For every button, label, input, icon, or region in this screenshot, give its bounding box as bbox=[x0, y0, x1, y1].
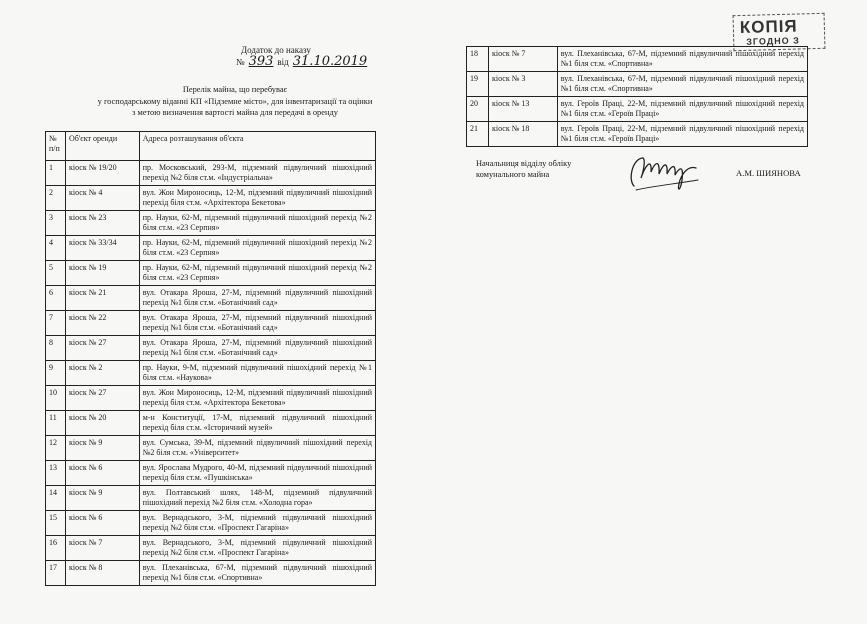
header-address: Адреса розташування об'єкта bbox=[139, 132, 375, 161]
cell-address: вул. Плеханівська, 67-М, підземний підвуличний пішохідний перехід №1 біля ст.м. «Спортивна» bbox=[557, 72, 807, 97]
table-row bbox=[467, 72, 808, 97]
cell-object: кіоск № 3 bbox=[488, 72, 557, 97]
cell-address: вул. Отакара Яроша, 27-М, підземний підвуличний пішохідний перехід №1 біля ст.м. «Ботанічний сад» bbox=[139, 311, 375, 336]
cell-object: кіоск № 18 bbox=[488, 122, 557, 147]
cell-num: 4 bbox=[46, 236, 66, 261]
cell-address: пр. Науки, 62-М, підземний підвуличний пішохідний перехід №2 біля ст.м. «23 Серпня» bbox=[139, 211, 375, 236]
cell-object: кіоск № 8 bbox=[65, 561, 139, 586]
cell-address: вул. Отакара Яроша, 27-М, підземний підвуличний пішохідний перехід №1 біля ст.м. «Ботанічний сад» bbox=[139, 286, 375, 311]
cell-object: кіоск № 7 bbox=[488, 47, 557, 72]
handwritten-signature bbox=[624, 150, 704, 200]
cell-object: кіоск № 13 bbox=[488, 97, 557, 122]
date-prefix: від bbox=[277, 57, 289, 67]
heading-line-1: Перелік майна, що перебуває bbox=[182, 85, 288, 94]
cell-num: 1 bbox=[46, 161, 66, 186]
number-prefix: № bbox=[236, 57, 245, 67]
cell-address: вул. Жон Мироносиць, 12-М, підземний підвуличний пішохідний перехід біля ст.м. «Архітектора Бекетова» bbox=[139, 386, 375, 411]
table-row bbox=[46, 361, 376, 386]
cell-num: 11 bbox=[46, 411, 66, 436]
cell-object: кіоск № 7 bbox=[65, 536, 139, 561]
property-table bbox=[45, 131, 376, 586]
cell-num: 9 bbox=[46, 361, 66, 386]
signatory-name: А.М. ШИЯНОВА bbox=[736, 168, 801, 178]
table-row bbox=[46, 186, 376, 211]
table-row bbox=[46, 261, 376, 286]
cell-object: кіоск № 21 bbox=[65, 286, 139, 311]
table-row bbox=[46, 436, 376, 461]
cell-num: 7 bbox=[46, 311, 66, 336]
table-row bbox=[46, 536, 376, 561]
table-row bbox=[46, 236, 376, 261]
cell-address: пр. Московський, 293-М, підземний підвуличний пішохідний перехід №2 біля ст.м. «Індустріальна» bbox=[139, 161, 375, 186]
signatory-title bbox=[476, 158, 571, 180]
cell-object: кіоск № 27 bbox=[65, 386, 139, 411]
stamp-line-1: КОПІЯ bbox=[739, 16, 798, 38]
cell-num: 21 bbox=[467, 122, 489, 147]
cell-address: вул. Плеханівська, 67-М, підземний підвуличний пішохідний перехід №1 біля ст.м. «Спортивна» bbox=[139, 561, 375, 586]
cell-object: кіоск № 33/34 bbox=[65, 236, 139, 261]
cell-object: кіоск № 9 bbox=[65, 436, 139, 461]
cell-object: кіоск № 4 bbox=[65, 186, 139, 211]
table-row bbox=[46, 161, 376, 186]
cell-num: 12 bbox=[46, 436, 66, 461]
table-row bbox=[46, 486, 376, 511]
property-table-continued bbox=[466, 46, 808, 147]
cell-num: 5 bbox=[46, 261, 66, 286]
header-object: Об'єкт оренди bbox=[65, 132, 139, 161]
cell-num: 3 bbox=[46, 211, 66, 236]
order-date: 31.10.2019 bbox=[292, 54, 368, 69]
cell-num: 6 bbox=[46, 286, 66, 311]
signatory-title-line-1: Начальниця відділу обліку bbox=[476, 159, 572, 168]
cell-address: вул. Вернадського, 3-М, підземний підвуличний пішохідний перехід №2 біля ст.м. «Проспект Гагаріна» bbox=[139, 536, 375, 561]
cell-num: 13 bbox=[46, 461, 66, 486]
heading-line-3: з метою визначення вартості майна для передачі в оренду bbox=[132, 108, 338, 117]
cell-num: 2 bbox=[46, 186, 66, 211]
table-row bbox=[46, 286, 376, 311]
cell-address: вул. Героїв Праці, 22-М, підземний підвуличний пішохідний перехід №1 біля ст.м. «Героїв Праці» bbox=[557, 97, 807, 122]
order-number: 393 bbox=[248, 54, 274, 69]
cell-object: кіоск № 27 bbox=[65, 336, 139, 361]
cell-object: кіоск № 6 bbox=[65, 511, 139, 536]
table-row bbox=[46, 411, 376, 436]
heading-line-2: у господарському віданні КП «Підземне місто», для інвентаризації та оцінки bbox=[97, 96, 373, 106]
table-row bbox=[46, 386, 376, 411]
table-row bbox=[467, 97, 808, 122]
document-heading bbox=[70, 84, 400, 119]
cell-object: кіоск № 19 bbox=[65, 261, 139, 286]
cell-address: пр. Науки, 9-М, підземний підвуличний пішохідний перехід №1 біля ст.м. «Наукова» bbox=[139, 361, 375, 386]
header-num: № п/п bbox=[46, 132, 66, 161]
cell-address: м-н Конституції, 17-М, підземний підвуличний пішохідний перехід біля ст.м. «Історичний музей» bbox=[139, 411, 375, 436]
cell-num: 14 bbox=[46, 486, 66, 511]
cell-address: вул. Плеханівська, 67-М, підземний підвуличний пішохідний перехід №1 біля ст.м. «Спортивна» bbox=[557, 47, 807, 72]
cell-address: пр. Науки, 62-М, підземний підвуличний пішохідний перехід №2 біля ст.м. «23 Серпня» bbox=[139, 236, 375, 261]
table-row bbox=[467, 122, 808, 147]
cell-num: 20 bbox=[467, 97, 489, 122]
cell-num: 16 bbox=[46, 536, 66, 561]
cell-num: 15 bbox=[46, 511, 66, 536]
table-row bbox=[46, 561, 376, 586]
cell-object: кіоск № 22 bbox=[65, 311, 139, 336]
stamp-line-2: ЗГОДНО З bbox=[746, 35, 800, 47]
cell-address: вул. Отакара Яроша, 27-М, підземний підвуличний пішохідний перехід №1 біля ст.м. «Ботанічний сад» bbox=[139, 336, 375, 361]
order-reference bbox=[236, 44, 367, 68]
cell-address: вул. Жон Мироносиць, 12-М, підземний підвуличний пішохідний перехід біля ст.м. «Архітектора Бекетова» bbox=[139, 186, 375, 211]
cell-address: вул. Героїв Праці, 22-М, підземний підвуличний пішохідний перехід №1 біля ст.м. «Героїв Праці» bbox=[557, 122, 807, 147]
table-row bbox=[46, 311, 376, 336]
cell-object: кіоск № 19/20 bbox=[65, 161, 139, 186]
cell-num: 18 bbox=[467, 47, 489, 72]
table-row bbox=[467, 47, 808, 72]
cell-object: кіоск № 20 bbox=[65, 411, 139, 436]
table-row bbox=[46, 211, 376, 236]
addendum-title: Додаток до наказу bbox=[241, 45, 311, 55]
cell-object: кіоск № 23 bbox=[65, 211, 139, 236]
cell-num: 10 bbox=[46, 386, 66, 411]
cell-object: кіоск № 6 bbox=[65, 461, 139, 486]
cell-address: вул. Ярослава Мудрого, 40-М, підземний підвуличний пішохідний перехід біля ст.м. «Пушкінська» bbox=[139, 461, 375, 486]
cell-address: вул. Полтавський шлях, 148-М, підземний підвуличний пішохідний перехід №2 біля ст.м. «Холодна гора» bbox=[139, 486, 375, 511]
cell-address: вул. Сумська, 39-М, підземний підвуличний пішохідний перехід №2 біля ст.м. «Університет» bbox=[139, 436, 375, 461]
table-row bbox=[46, 511, 376, 536]
cell-object: кіоск № 9 bbox=[65, 486, 139, 511]
signatory-title-line-2: комунального майна bbox=[476, 170, 550, 179]
cell-num: 17 bbox=[46, 561, 66, 586]
cell-num: 19 bbox=[467, 72, 489, 97]
cell-address: пр. Науки, 62-М, підземний підвуличний пішохідний перехід №2 біля ст.м. «23 Серпня» bbox=[139, 261, 375, 286]
table-header-row bbox=[46, 132, 376, 161]
table-row bbox=[46, 461, 376, 486]
cell-object: кіоск № 2 bbox=[65, 361, 139, 386]
cell-address: вул. Вернадського, 3-М, підземний підвуличний пішохідний перехід №2 біля ст.м. «Проспект Гагаріна» bbox=[139, 511, 375, 536]
table-row bbox=[46, 336, 376, 361]
cell-num: 8 bbox=[46, 336, 66, 361]
